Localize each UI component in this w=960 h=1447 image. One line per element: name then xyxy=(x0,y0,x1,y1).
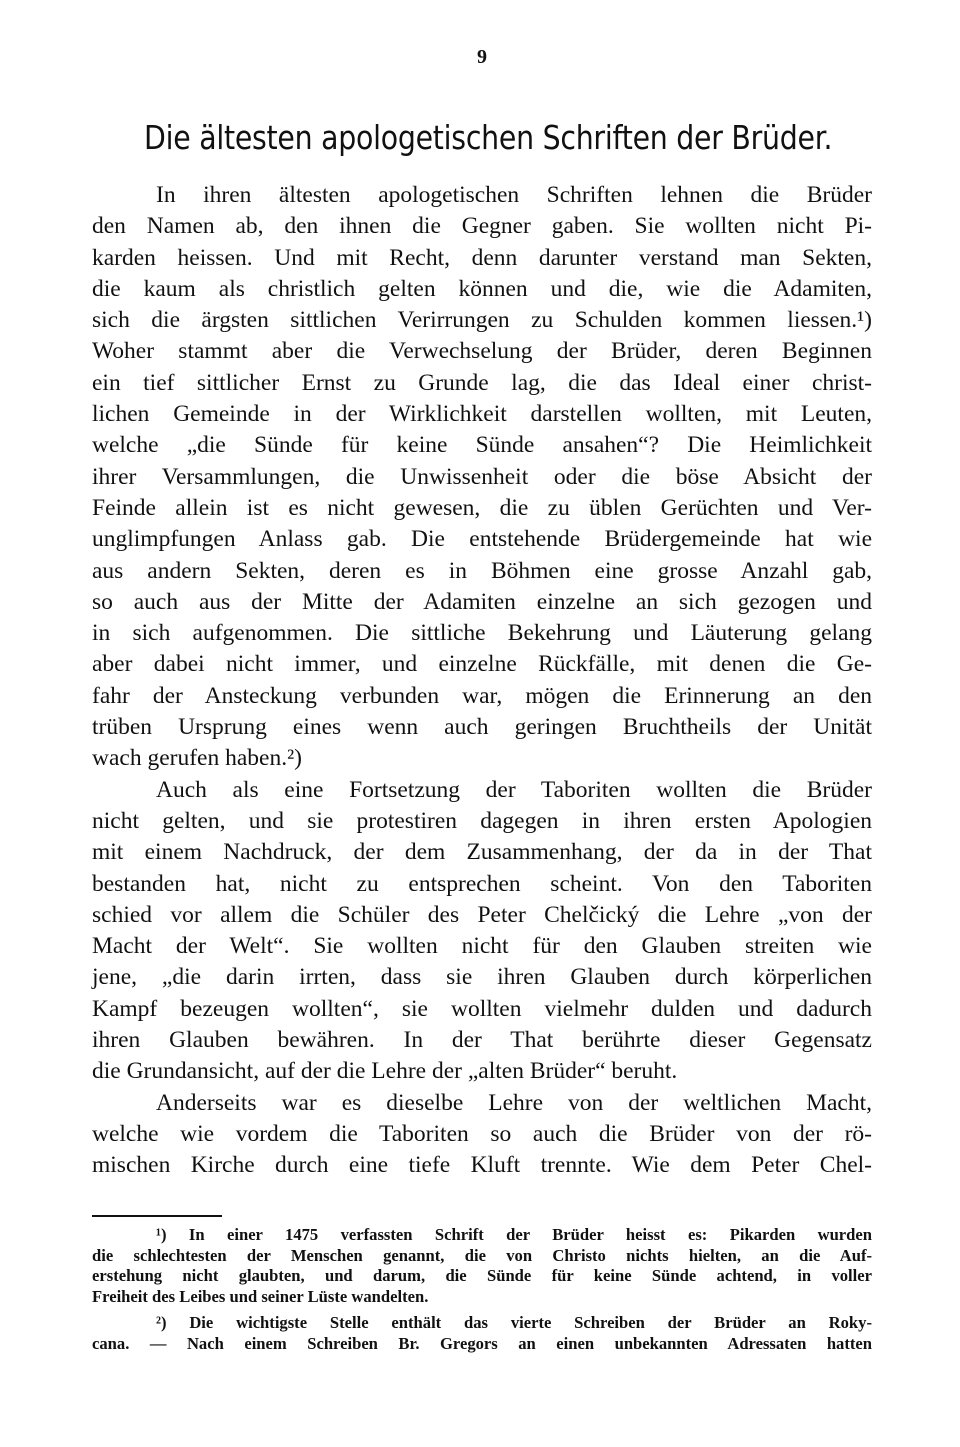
body-line: Auch als eine Fortsetzung der Taboriten wollten die Brüder xyxy=(156,776,872,803)
body-line: ihren Glauben bewähren. In der That berührte dieser Gegensatz xyxy=(92,1027,872,1054)
footnote-divider xyxy=(92,1215,222,1217)
body-line: Feinde allein ist es nicht gewesen, die zu üblen Gerüchten und Ver- xyxy=(92,494,872,521)
body-line: schied vor allem die Schüler des Peter Chelčický die Lehre „von der xyxy=(92,901,872,928)
footnote-line: ¹) In einer 1475 verfassten Schrift der Brüder heisst es: Pikarden wurden xyxy=(156,1225,872,1244)
body-line: so auch aus der Mitte der Adamiten einzelne an sich gezogen und xyxy=(92,588,872,615)
body-line: ein tief sittlicher Ernst zu Grunde lag, die das Ideal einer christ- xyxy=(92,369,872,396)
body-line: karden heissen. Und mit Recht, denn darunter verstand man Sekten, xyxy=(92,244,872,271)
body-line: sich die ärgsten sittlichen Verirrungen zu Schulden kommen liessen.¹) xyxy=(92,307,872,334)
body-line: ihrer Versammlungen, die Unwissenheit oder die böse Absicht der xyxy=(92,463,872,490)
body-line: welche „die Sünde für keine Sünde ansahen“? Die Heimlichkeit xyxy=(92,432,872,459)
footnotes xyxy=(92,1225,872,1354)
body-line: mit einem Nachdruck, der dem Zusammenhang, der da in der That xyxy=(92,839,872,866)
body-line: Kampf bezeugen wollten“, sie wollten vielmehr dulden und dadurch xyxy=(92,995,872,1022)
body-line: Woher stammt aber die Verwechselung der Brüder, deren Beginnen xyxy=(92,338,872,365)
body-line: In ihren ältesten apologetischen Schriften lehnen die Brüder xyxy=(156,182,872,208)
body-line: nicht gelten, und sie protestiren dagegen in ihren ersten Apologien xyxy=(92,807,872,834)
body-line: bestanden hat, nicht zu entsprechen scheint. Von den Taboriten xyxy=(92,870,872,897)
section-heading: Die ältesten apologetischen Schriften der Brüder. xyxy=(144,118,833,157)
body-line: wach gerufen haben.²) xyxy=(92,745,302,772)
footnote-line: die schlechtesten der Menschen genannt, die von Christo nichts hielten, an die Auf- xyxy=(92,1245,872,1265)
body-line: jene, „die darin irrten, dass sie ihren Glauben durch körperlichen xyxy=(92,964,872,991)
body-line: unglimpfungen Anlass gab. Die entstehende Brüdergemeinde hat wie xyxy=(92,526,872,553)
body-line: aus andern Sekten, deren es in Böhmen eine grosse Anzahl gab, xyxy=(92,557,872,584)
footnote-line: Freiheit des Leibes und seiner Lüste wandelten. xyxy=(92,1286,429,1306)
footnote-line: erstehung nicht glaubten, und darum, die Sünde für keine Sünde achtend, in voller xyxy=(92,1266,872,1285)
footnote-line: cana. — Nach einem Schreiben Br. Gregors an einen unbekannten Adressaten hatten xyxy=(92,1333,872,1353)
body-line: fahr der Ansteckung verbunden war, mögen die Erinnerung an den xyxy=(92,682,872,709)
body-line: Anderseits war es dieselbe Lehre von der weltlichen Macht, xyxy=(156,1089,872,1116)
body-line: lichen Gemeinde in der Wirklichkeit darstellen wollten, mit Leuten, xyxy=(92,401,872,428)
body-line: in sich aufgenommen. Die sittliche Bekehrung und Läuterung gelang xyxy=(92,620,872,647)
body-line: die kaum als christlich gelten können und die, wie die Adamiten, xyxy=(92,275,872,302)
body-line: mischen Kirche durch eine tiefe Kluft trennte. Wie dem Peter Chel- xyxy=(92,1152,872,1179)
footnote-line: ²) Die wichtigste Stelle enthält das vierte Schreiben der Brüder an Roky- xyxy=(156,1313,872,1332)
body-line: aber dabei nicht immer, und einzelne Rückfälle, mit denen die Ge- xyxy=(92,651,872,678)
body-text xyxy=(92,180,872,1182)
body-line: die Grundansicht, auf der die Lehre der „alten Brüder“ beruht. xyxy=(92,1058,678,1085)
body-line: den Namen ab, den ihnen die Gegner gaben. Sie wollten nicht Pi- xyxy=(92,213,872,240)
page-number: 9 xyxy=(477,46,487,68)
body-line: welche wie vordem die Taboriten so auch die Brüder von der rö- xyxy=(92,1120,872,1147)
body-line: trüben Ursprung eines wenn auch geringen Bruchtheils der Unität xyxy=(92,714,872,741)
body-line: Macht der Welt“. Sie wollten nicht für den Glauben streiten wie xyxy=(92,933,872,960)
